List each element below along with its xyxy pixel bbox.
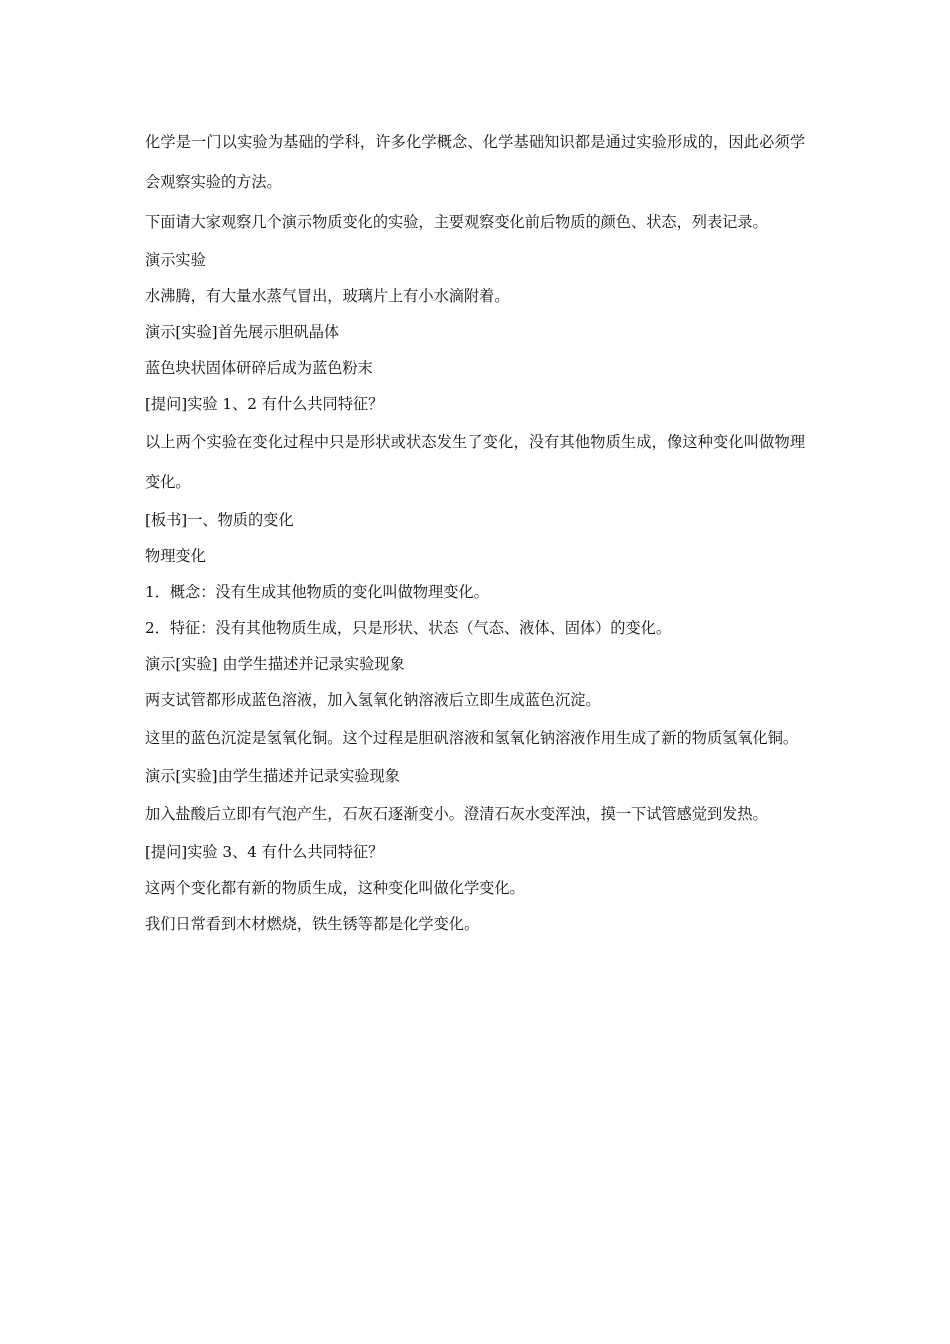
paragraph-board-heading: [板书]一、物质的变化 xyxy=(145,511,294,529)
paragraph-demo-bluevitriol: 演示[实验]首先展示胆矾晶体 xyxy=(145,323,340,341)
paragraph-observe-instructions: 下面请大家观察几个演示物质变化的实验，主要观察变化前后物质的颜色、状态，列表记录。 xyxy=(145,213,768,231)
paragraph-copper-hydroxide: 这里的蓝色沉淀是氢氧化铜。这个过程是胆矾溶液和氢氧化钠溶液作用生成了新的物质氢氧化铜。 xyxy=(145,729,799,747)
paragraph-blue-precipitate: 两支试管都形成蓝色溶液，加入氢氧化钠溶液后立即生成蓝色沉淀。 xyxy=(145,691,601,709)
paragraph-hydrochloric-acid: 加入盐酸后立即有气泡产生，石灰石逐渐变小。澄清石灰水变浑浊，摸一下试管感觉到发热。 xyxy=(145,805,768,823)
paragraph-intro: 化学是一门以实验为基础的学科，许多化学概念、化学基础知识都是通过实验形成的，因此必须学会观察实验的方法。 xyxy=(145,133,805,191)
paragraph-feature: 2．特征：没有其他物质生成，只是形状、状态（气态、液体、固体）的变化。 xyxy=(145,619,672,637)
paragraph-demo-heading: 演示实验 xyxy=(145,251,206,269)
paragraph-question-2: [提问]实验 3、4 有什么共同特征？ xyxy=(145,843,384,861)
paragraph-physical-change-title: 物理变化 xyxy=(145,547,206,565)
paragraph-question-1: [提问]实验 1、2 有什么共同特征？ xyxy=(145,395,384,413)
paragraph-demo-record-2: 演示[实验]由学生描述并记录实验现象 xyxy=(145,767,400,785)
paragraph-physical-change-explanation: 以上两个实验在变化过程中只是形状或状态发生了变化，没有其他物质生成，像这种变化叫做物理变化。 xyxy=(145,433,805,491)
paragraph-demo-record-1: 演示[实验] 由学生描述并记录实验现象 xyxy=(145,655,405,673)
paragraph-daily-examples: 我们日常看到木材燃烧，铁生锈等都是化学变化。 xyxy=(145,915,480,933)
paragraph-concept: 1．概念：没有生成其他物质的变化叫做物理变化。 xyxy=(145,583,489,601)
document-body xyxy=(145,122,805,942)
paragraph-blue-powder: 蓝色块状固体研碎后成为蓝色粉末 xyxy=(145,359,373,377)
paragraph-boiling-water: 水沸腾，有大量水蒸气冒出，玻璃片上有小水滴附着。 xyxy=(145,287,510,305)
paragraph-chemical-change: 这两个变化都有新的物质生成，这种变化叫做化学变化。 xyxy=(145,879,525,897)
